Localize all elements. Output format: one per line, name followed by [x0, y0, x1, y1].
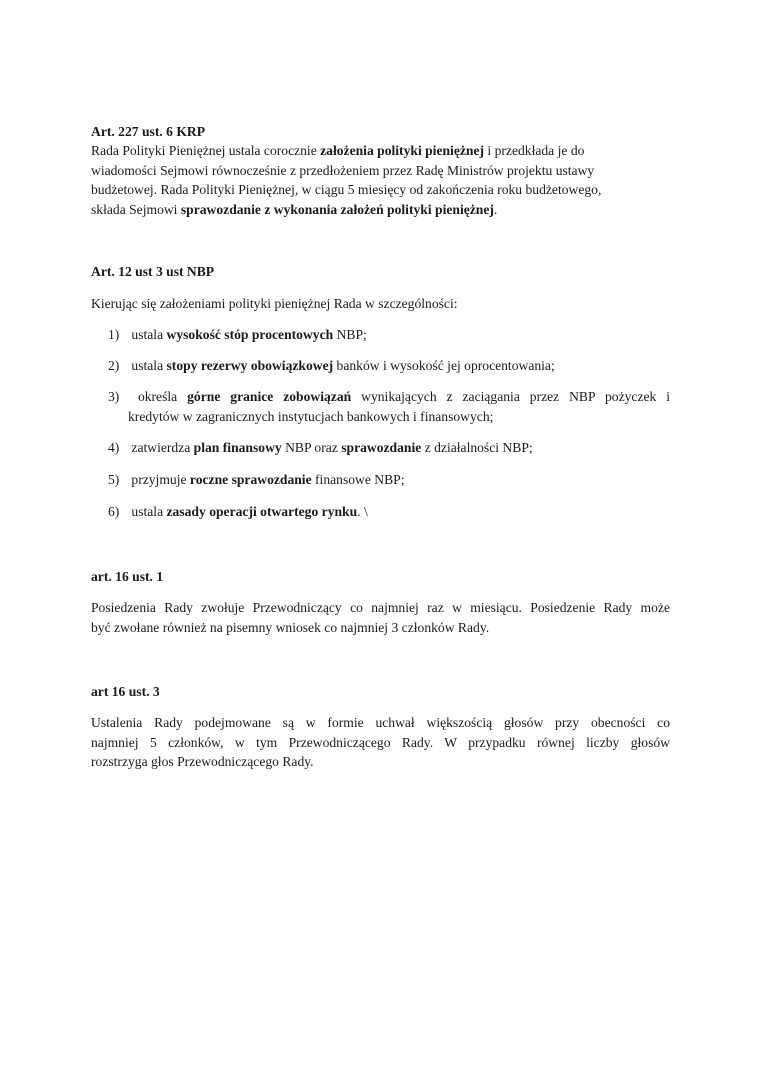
- art16-3-line-1: Ustalenia Rady podejmowane są w formie uchwał większością głosów przy obecności co: [91, 715, 670, 730]
- item-number: 6): [108, 504, 120, 519]
- bold-text: górne granice zobowiązań: [187, 389, 352, 404]
- list-item: [108, 387, 670, 426]
- art16-3-heading: art 16 ust. 3: [91, 684, 160, 699]
- bold-text: zasady operacji otwartego rynku: [166, 504, 358, 519]
- item-number: 5): [108, 472, 120, 487]
- art227-line-1: [91, 141, 670, 161]
- art12-intro: Kierując się założeniami polityki pieniężnej Rada w szczególności:: [91, 296, 458, 311]
- list-item: [108, 470, 670, 490]
- text: ustala: [131, 504, 167, 519]
- art16-1-paragraph: [91, 598, 670, 637]
- bold-text: sprawozdanie: [341, 440, 422, 455]
- bold-text: plan finansowy: [193, 440, 282, 455]
- text: przyjmuje: [131, 472, 190, 487]
- art16-1-line-1: Posiedzenia Rady zwołuje Przewodniczący co najmniej raz w miesiącu. Posiedzenie Rady może: [91, 600, 670, 615]
- text: .: [493, 201, 498, 217]
- item-number: 4): [108, 440, 120, 455]
- art227-line-4: [91, 200, 670, 220]
- art227-line-3: budżetowej. Rada Polityki Pieniężnej, w ciągu 5 miesięcy od zakończenia roku budżetowego,: [91, 182, 602, 197]
- bold-text: wysokość stóp procentowych: [166, 327, 334, 342]
- text: zatwierdza: [131, 440, 194, 455]
- text: ustala: [131, 327, 167, 342]
- text: NBP;: [333, 327, 367, 342]
- text: Rada Polityki Pieniężnej ustala corocznie: [91, 143, 321, 158]
- list-item-line: [108, 387, 670, 407]
- bold-text: stopy rezerwy obowiązkowej: [166, 358, 334, 373]
- text: NBP oraz: [281, 440, 342, 455]
- item-number: 1): [108, 327, 120, 342]
- art227-paragraph: [91, 141, 670, 219]
- text: składa Sejmowi: [91, 201, 181, 217]
- art16-1-line-2: być zwołane również na pisemny wniosek co najmniej 3 członków Rady.: [91, 619, 490, 635]
- item-number: 2): [108, 358, 120, 373]
- list-item: [108, 356, 670, 376]
- list-item: [108, 325, 670, 345]
- list-item-continuation: kredytów w zagranicznych instytucjach bankowych i finansowych;: [128, 408, 494, 424]
- art227-heading: Art. 227 ust. 6 KRP: [91, 124, 206, 139]
- text: ustala: [131, 358, 167, 373]
- art12-heading: Art. 12 ust 3 ust NBP: [91, 264, 215, 279]
- text: . \: [357, 504, 368, 519]
- list-item: [108, 502, 670, 522]
- bold-text: założenia polityki pieniężnej: [320, 143, 485, 158]
- art227-line-2: wiadomości Sejmowi równocześnie z przedłożeniem przez Radę Ministrów projektu ustawy: [91, 162, 595, 178]
- art16-3-line-3: rozstrzyga głos Przewodniczącego Rady.: [91, 754, 314, 769]
- bold-text: sprawozdanie z wykonania założeń polityki pieniężnej: [180, 201, 494, 217]
- text: wynikających z zaciągania przez NBP pożyczek i: [351, 389, 671, 404]
- text: finansowe NBP;: [311, 472, 405, 487]
- item-number: 3): [108, 389, 120, 404]
- list-item: [108, 438, 670, 458]
- text: banków i wysokość jej oprocentowania;: [333, 358, 555, 373]
- text: i przedkłada je do: [484, 143, 585, 158]
- art16-3-paragraph: [91, 713, 670, 772]
- art16-3-line-2: najmniej 5 członków, w tym Przewodniczącego Rady. W przypadku równej liczby głosów: [91, 734, 670, 750]
- text: z działalności NBP;: [421, 440, 533, 455]
- art16-1-heading: art. 16 ust. 1: [91, 569, 164, 584]
- bold-text: roczne sprawozdanie: [189, 472, 312, 487]
- text: określa: [137, 389, 188, 404]
